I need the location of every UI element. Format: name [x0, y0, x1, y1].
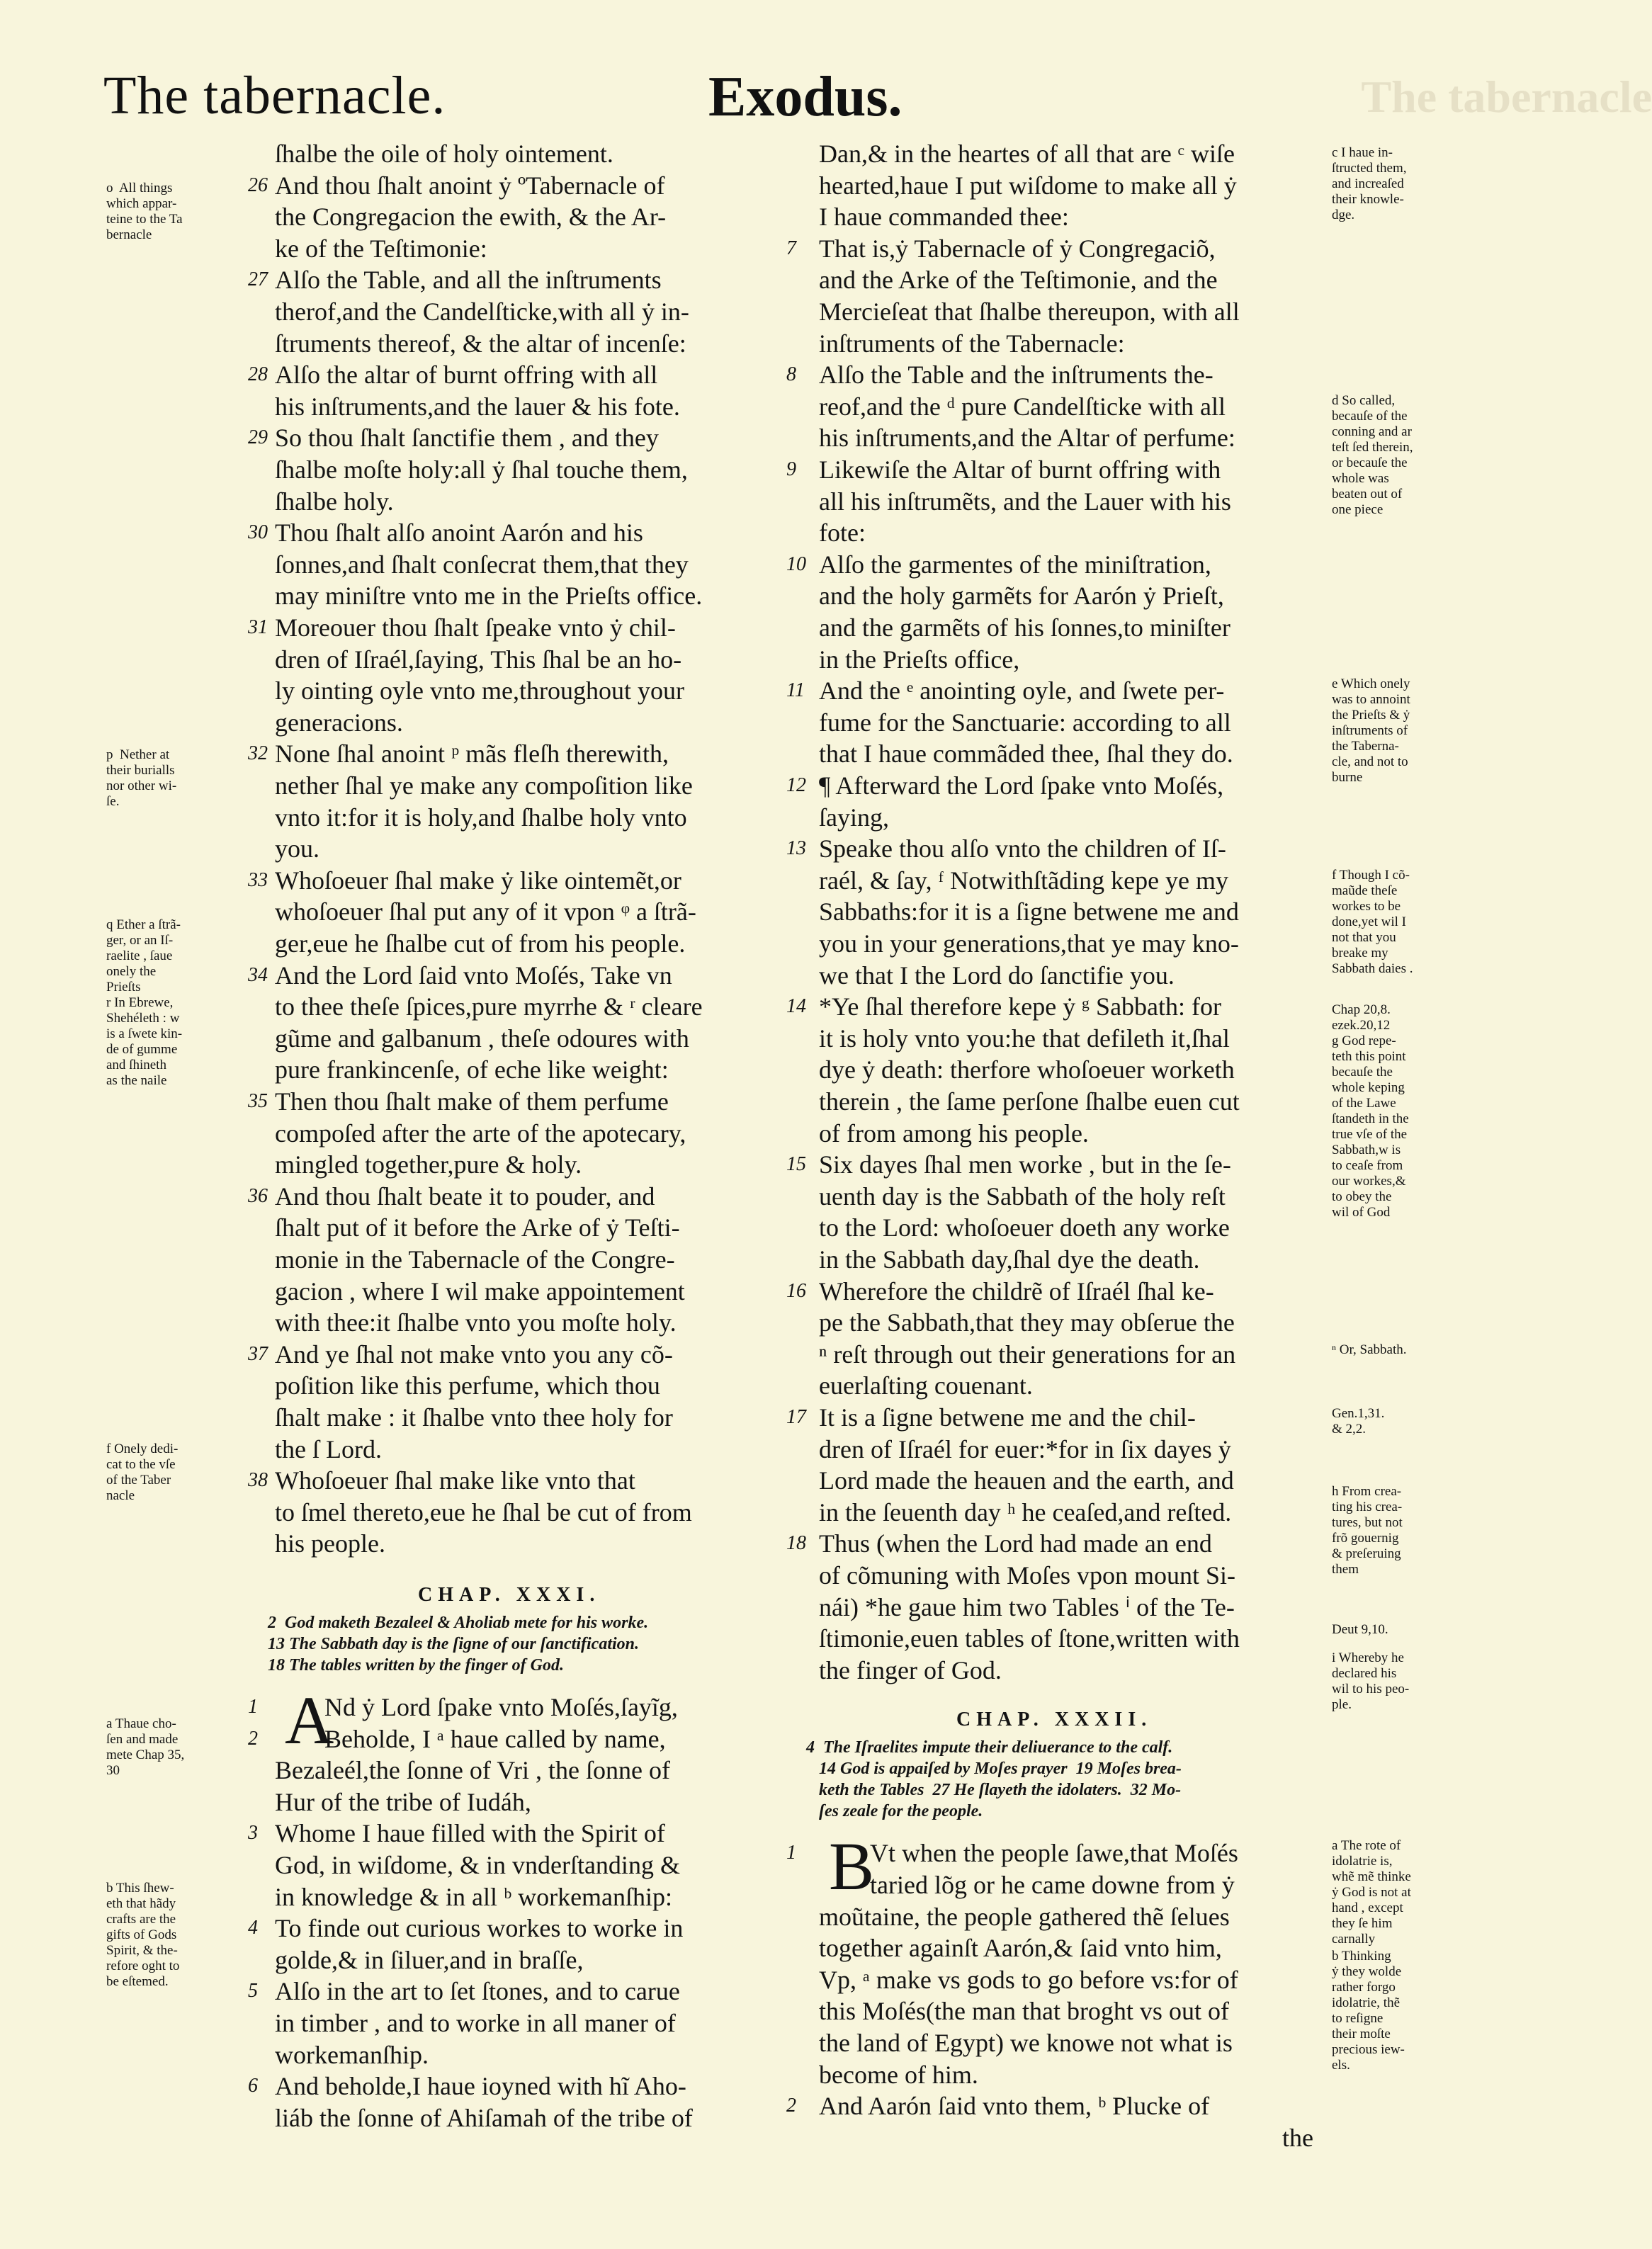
- verse-number: 7: [786, 237, 796, 259]
- verse-number: 26: [248, 174, 268, 196]
- verse-number: 12: [786, 774, 806, 796]
- verse-text: mingled together,pure & holy.: [275, 1150, 582, 1179]
- drop-cap: A: [285, 1682, 334, 1758]
- verse-text: this Moſés(the man that broght vs out of: [819, 1997, 1229, 2026]
- verse-text: the finger of God.: [819, 1655, 1002, 1684]
- margin-note: beaten out of: [1332, 487, 1403, 502]
- verse-text: workemanſhip.: [275, 2040, 429, 2069]
- verse-number: 4: [248, 1917, 258, 1939]
- margin-note: Sabbath daies .: [1332, 961, 1413, 976]
- verse-number: 9: [786, 458, 796, 480]
- verse-text: ſonnes,and ſhalt conſecrat them,that they: [275, 550, 689, 579]
- verse-number: 2: [786, 2095, 796, 2117]
- verse-text: his inſtruments,and the Altar of perfume:: [819, 424, 1235, 453]
- verse-text: ſhalt make : it ſhalbe vnto thee holy for: [275, 1403, 673, 1432]
- margin-note: and increaſed: [1332, 176, 1404, 191]
- drop-cap: B: [829, 1828, 875, 1905]
- verse-text: all his inſtrumẽts, and the Lauer with his: [819, 487, 1231, 516]
- margin-note: & preſeruing: [1332, 1546, 1401, 1561]
- margin-note: tures, but not: [1332, 1515, 1403, 1530]
- verse-text: and the holy garmẽts for Aarón ẏ Prieſt,: [819, 582, 1224, 611]
- margin-note: e Which onely: [1332, 676, 1410, 691]
- margin-note: eth that hãdy: [106, 1896, 176, 1911]
- margin-note: cat to the vſe: [106, 1457, 176, 1472]
- verse-text: It is a ſigne betwene me and the chil-: [819, 1403, 1196, 1432]
- margin-note: of the Taber: [106, 1473, 171, 1488]
- verse-text: pure frankincenſe, of eche like weight:: [275, 1055, 669, 1084]
- verse-text: Likewiſe the Altar of burnt offring with: [819, 455, 1221, 484]
- margin-note: b This ſhew-: [106, 1881, 174, 1896]
- margin-note: mete Chap 35,: [106, 1747, 185, 1762]
- verse-text: in the Sabbath day,ſhal dye the death.: [819, 1245, 1200, 1274]
- margin-note: Gen.1,31.: [1332, 1406, 1385, 1421]
- margin-note: becauſe the: [1332, 1065, 1393, 1080]
- verse-number: 33: [248, 868, 268, 891]
- verse-text: nái) *he gaue him two Tables ⁱ of the Te-: [819, 1592, 1235, 1621]
- verse-number: 35: [248, 1090, 268, 1112]
- margin-note: ẏ God is not at: [1332, 1885, 1411, 1900]
- verse-text: hearted,haue I put wiſdome to make all ẏ: [819, 171, 1237, 200]
- verse-text: euerlaſting couenant.: [819, 1371, 1033, 1400]
- verse-text: pe the Sabbath,that they may obſerue the: [819, 1308, 1235, 1337]
- margin-note: raelite , ſaue: [106, 948, 173, 963]
- verse-text: Bezaleél,the ſonne of Vri , the ſonne of: [275, 1756, 670, 1785]
- verse-text: raél, & ſay, ᶠ Notwithſtãding kepe ye my: [819, 866, 1229, 895]
- chapter-summary: keth the Tables 27 He ſlayeth the idolaters. 32 Mo-: [806, 1781, 1182, 1800]
- verse-text: Mercieſeat that ſhalbe thereupon, with all: [819, 298, 1240, 326]
- verse-text: And the ᵉ anointing oyle, and ſwete per-: [819, 676, 1225, 706]
- verse-number: 8: [786, 363, 796, 386]
- margin-note: teſt ſed therein,: [1332, 440, 1413, 455]
- verse-text: And thou ſhalt anoint ẏ ºTabernacle of: [275, 171, 665, 200]
- margin-note: is a ſwete kin-: [106, 1026, 183, 1041]
- verse-text: together againſt Aarón,& ſaid vnto him,: [819, 1934, 1222, 1963]
- verse-number: 38: [248, 1469, 268, 1492]
- margin-note: onely the: [106, 964, 157, 979]
- chapter-summary: 18 The tables written by the finger of God.: [268, 1656, 564, 1675]
- verse-text: dren of Iſraél for euer:*for in ſix dayes ẏ: [819, 1434, 1231, 1463]
- margin-note: els.: [1332, 2058, 1350, 2073]
- margin-note: Spirit, & the-: [106, 1943, 178, 1958]
- verse-text: Moreouer thou ſhalt ſpeake vnto ẏ chil-: [275, 613, 676, 642]
- bleed-through-ghost-text: The tabernacle: [1361, 72, 1652, 122]
- margin-note: whole keping: [1332, 1080, 1405, 1095]
- margin-note: nor other wi-: [106, 778, 177, 793]
- verse-text: whoſoeuer ſhal put any of it vpon ᵠ a ſtrã-: [275, 897, 696, 927]
- verse-text: of from among his people.: [819, 1118, 1089, 1148]
- margin-note: inſtruments of: [1332, 723, 1408, 738]
- margin-note: or becauſe the: [1332, 455, 1408, 470]
- verse-text: dye ẏ death: therfore whoſoeuer worketh: [819, 1055, 1235, 1084]
- verse-text: ſhalbe moſte holy:all ẏ ſhal touche them,: [275, 455, 688, 484]
- margin-note: ſtandeth in the: [1332, 1111, 1409, 1126]
- verse-text: ke of the Teſtimonie:: [275, 234, 487, 263]
- margin-note: them: [1332, 1562, 1359, 1577]
- margin-note: ẏ they wolde: [1332, 1964, 1402, 1979]
- verse-text: may miniſtre vnto me in the Prieſts office.: [275, 582, 703, 611]
- margin-note: c I haue in-: [1332, 145, 1393, 160]
- margin-note: ger, or an Iſ-: [106, 933, 174, 948]
- verse-number: 30: [248, 521, 268, 544]
- margin-note: was to annoint: [1332, 692, 1410, 707]
- margin-note: ſen and made: [106, 1732, 179, 1747]
- verse-number: 28: [248, 363, 268, 386]
- margin-note: frõ gouernig: [1332, 1531, 1399, 1546]
- verse-text: And Aarón ſaid vnto them, ᵇ Plucke of: [819, 2092, 1210, 2121]
- verse-text: to the Lord: whoſoeuer doeth any worke: [819, 1213, 1230, 1242]
- margin-note: refore oght to: [106, 1959, 180, 1973]
- verse-text: with thee:it ſhalbe vnto you moſte holy.: [275, 1308, 677, 1337]
- margin-note: idolatrie is,: [1332, 1854, 1393, 1869]
- chapter-heading: CHAP. XXXII.: [956, 1709, 1153, 1731]
- margin-note: d So called,: [1332, 393, 1396, 408]
- verse-number: 36: [248, 1184, 268, 1207]
- verse-text: ly ointing oyle vnto me,throughout your: [275, 676, 684, 706]
- verse-text: Hur of the tribe of Iudáh,: [275, 1787, 531, 1816]
- margin-note: teth this point: [1332, 1049, 1406, 1064]
- verse-text: vnto it:for it is holy,and ſhalbe holy vnto: [275, 803, 687, 832]
- margin-note: Prieſts: [106, 980, 141, 995]
- verse-text: Alſo the altar of burnt offring with all: [275, 361, 658, 390]
- verse-number: 34: [248, 963, 268, 986]
- margin-note: ſtructed them,: [1332, 161, 1407, 176]
- margin-note: to reſigne: [1332, 2011, 1384, 2026]
- verse-text: liáb the ſonne of Ahiſamah of the tribe of: [275, 2103, 693, 2132]
- verse-text: you in your generations,that ye may kno-: [819, 929, 1239, 958]
- verse-text: generacions.: [275, 708, 403, 737]
- margin-note: whole was: [1332, 471, 1389, 486]
- verse-number: 27: [248, 268, 268, 291]
- verse-text: nether ſhal ye make any compoſition like: [275, 771, 693, 800]
- margin-note: p Nether at: [106, 747, 170, 762]
- margin-note: q Ether a ſtrã-: [106, 917, 181, 932]
- margin-note: becauſe of the: [1332, 409, 1408, 424]
- verse-number: 2: [248, 1727, 258, 1750]
- verse-text: in the ſeuenth day ʰ he ceaſed,and reſted.: [819, 1497, 1232, 1526]
- margin-note: ple.: [1332, 1697, 1352, 1712]
- verse-number: 1: [786, 1842, 796, 1864]
- margin-note: rather forgo: [1332, 1980, 1396, 1995]
- margin-note: not that you: [1332, 930, 1396, 945]
- margin-note: declared his: [1332, 1666, 1397, 1681]
- verse-text: his inſtruments,and the lauer & his fote.: [275, 392, 680, 421]
- margin-note: Sabbath,w is: [1332, 1143, 1401, 1157]
- margin-note: breake my: [1332, 946, 1388, 961]
- verse-text: ger,eue he ſhalbe cut of from his people.: [275, 929, 686, 958]
- verse-text: Wherefore the childrẽ of Iſraél ſhal ke-: [819, 1276, 1214, 1305]
- verse-text: and the Arke of the Teſtimonie, and the: [819, 266, 1218, 295]
- margin-note: f Onely dedi-: [106, 1441, 179, 1456]
- margin-note: i Whereby he: [1332, 1650, 1404, 1665]
- verse-number: 31: [248, 616, 268, 638]
- verse-text: ſtruments thereof, & the altar of incenſe:: [275, 329, 686, 358]
- verse-text: the ſ Lord.: [275, 1434, 382, 1463]
- verse-text: inſtruments of the Tabernacle:: [819, 329, 1125, 358]
- verse-text: moũtaine, the people gathered thẽ ſelues: [819, 1902, 1230, 1931]
- margin-note: crafts are the: [106, 1912, 176, 1927]
- chapter-heading: CHAP. XXXI.: [418, 1584, 601, 1606]
- verse-text: golde,& in ſiluer,and in braſſe,: [275, 1945, 584, 1974]
- verse-text: Lord made the heauen and the earth, and: [819, 1466, 1234, 1495]
- margin-note: whẽ mẽ thinke: [1332, 1869, 1411, 1884]
- verse-text: Whoſoeuer ſhal make like vnto that: [275, 1466, 635, 1495]
- verse-text: Alſo the Table, and all the inſtruments: [275, 266, 662, 295]
- margin-note: o All things: [106, 181, 173, 196]
- chapter-summary: 13 The Sabbath day is the ſigne of our ſanctification.: [268, 1635, 640, 1653]
- margin-note: the Prieſts & ẏ: [1332, 708, 1410, 723]
- margin-note: h From crea-: [1332, 1484, 1402, 1499]
- verse-text: gacion , where I wil make appointement: [275, 1276, 685, 1305]
- margin-note: bernacle: [106, 227, 152, 242]
- verse-text: Beholde, I ᵃ haue called by name,: [324, 1724, 666, 1753]
- verse-text: reof,and the ᵈ pure Candelſticke with all: [819, 392, 1226, 421]
- margin-note: Chap 20,8.: [1332, 1002, 1391, 1017]
- margin-note: one piece: [1332, 502, 1384, 517]
- verse-text: gũme and galbanum , theſe odoures with: [275, 1024, 689, 1053]
- margin-note: and ſhineth: [106, 1058, 166, 1072]
- margin-note: workes to be: [1332, 899, 1401, 914]
- verse-text: ſhalbe the oile of holy ointement.: [275, 140, 613, 168]
- running-head: The tabernacle.: [103, 66, 446, 125]
- verse-text: and the garmẽts of his ſonnes,to miniſter: [819, 613, 1230, 642]
- verse-text: the Congregacion the ewith, & the Ar-: [275, 203, 667, 232]
- verse-text: we that I the Lord do ſanctifie you.: [819, 961, 1175, 990]
- verse-number: 3: [248, 1822, 258, 1845]
- verse-text: the land of Egypt) we knowe not what is: [819, 2029, 1233, 2057]
- margin-note: f Though I cõ-: [1332, 868, 1410, 883]
- margin-note: wil of God: [1332, 1205, 1391, 1220]
- margin-note: Deut 9,10.: [1332, 1622, 1388, 1637]
- verse-text: Nd ẏ Lord ſpake vnto Moſés,ſayĩg,: [324, 1693, 678, 1721]
- margin-note: our workes,&: [1332, 1174, 1406, 1189]
- margin-note: ezek.20,12: [1332, 1018, 1391, 1033]
- verse-text: I haue commanded thee:: [819, 203, 1069, 232]
- verse-text: God, in wiſdome, & in vnderſtanding &: [275, 1851, 680, 1879]
- verse-text: fote:: [819, 519, 866, 548]
- verse-text: dren of Iſraél,ſaying, This ſhal be an ho-: [275, 645, 682, 674]
- verse-number: 18: [786, 1532, 806, 1555]
- verse-text: therof,and the Candelſticke,with all ẏ in-: [275, 298, 689, 326]
- margin-note: their burialls: [106, 763, 175, 778]
- verse-text: become of him.: [819, 2060, 978, 2089]
- verse-text: ſhalt put of it before the Arke of ẏ Teſti-: [275, 1213, 680, 1242]
- verse-text: So thou ſhalt ſanctifie them , and they: [275, 424, 659, 453]
- verse-text: Alſo the Table and the inſtruments the-: [819, 361, 1213, 390]
- verse-text: ſhalbe holy.: [275, 487, 394, 516]
- margin-note: their moſte: [1332, 2027, 1391, 2041]
- verse-text: Alſo in the art to ſet ſtones, and to carue: [275, 1977, 680, 2006]
- verse-number: 6: [248, 2075, 258, 2097]
- margin-note: dge.: [1332, 208, 1355, 222]
- verse-text: To finde out curious workes to worke in: [275, 1914, 684, 1943]
- margin-note: precious iew-: [1332, 2042, 1405, 2057]
- margin-note: a The rote of: [1332, 1838, 1401, 1853]
- verse-text: ſtimonie,euen tables of ſtone,written with: [819, 1624, 1240, 1653]
- margin-note: cle, and not to: [1332, 754, 1408, 769]
- verse-number: 10: [786, 553, 806, 575]
- verse-text: And beholde,I haue ioyned with hĩ Aho-: [275, 2072, 686, 2101]
- chapter-summary: ſes zeale for the people.: [806, 1802, 983, 1821]
- margin-note: burne: [1332, 770, 1363, 785]
- verse-text: to thee theſe ſpices,pure myrrhe & ʳ cleare: [275, 992, 703, 1021]
- margin-note: g God repe-: [1332, 1033, 1396, 1048]
- verse-text: it is holy vnto you:he that defileth it,ſhal: [819, 1024, 1230, 1053]
- verse-text: compoſed after the arte of the apotecary,: [275, 1118, 686, 1148]
- verse-text: Thou ſhalt alſo anoint Aarón and his: [275, 519, 643, 548]
- chapter-summary: 14 God is appaiſed by Moſes prayer 19 Moſes brea-: [806, 1760, 1182, 1779]
- margin-note: de of gumme: [106, 1042, 178, 1057]
- verse-text: in knowledge & in all ᵇ workemanſhip:: [275, 1882, 673, 1911]
- verse-text: ⁿ reſt through out their generations for an: [819, 1339, 1236, 1369]
- verse-text: of cõmuning with Moſes vpon mount Si-: [819, 1561, 1235, 1590]
- verse-text: Then thou ſhalt make of them perfume: [275, 1087, 669, 1116]
- verse-number: 37: [248, 1342, 268, 1365]
- verse-text: to ſmel thereto,eue he ſhal be cut of from: [275, 1497, 692, 1526]
- verse-number: 32: [248, 742, 268, 765]
- margin-note: & 2,2.: [1332, 1422, 1367, 1437]
- margin-note: 30: [106, 1763, 120, 1778]
- verse-text: ſaying,: [819, 803, 889, 832]
- margin-note: hand , except: [1332, 1900, 1403, 1915]
- margin-note: b Thinking: [1332, 1949, 1391, 1964]
- verse-number: 16: [786, 1279, 806, 1302]
- margin-note: as the naile: [106, 1073, 167, 1088]
- verse-text: And ye ſhal not make vnto you any cõ-: [275, 1339, 673, 1369]
- verse-text: that I haue commãded thee, ſhal they do.: [819, 740, 1233, 769]
- verse-text: And thou ſhalt beate it to pouder, and: [275, 1182, 655, 1211]
- margin-note: carnally: [1332, 1932, 1376, 1947]
- verse-text: And the Lord ſaid vnto Moſés, Take vn: [275, 961, 672, 990]
- margin-note: which appar-: [106, 196, 177, 211]
- margin-note: Shehéleth : w: [106, 1011, 180, 1026]
- verse-text: uenth day is the Sabbath of the holy reſt: [819, 1182, 1226, 1211]
- margin-note: wil to his peo-: [1332, 1682, 1410, 1696]
- margin-note: ſe.: [106, 794, 120, 809]
- verse-number: 15: [786, 1153, 806, 1176]
- verse-text: That is,ẏ Tabernacle of ẏ Congregaciõ,: [819, 234, 1216, 263]
- margin-note: true vſe of the: [1332, 1127, 1408, 1142]
- margin-note: nacle: [106, 1488, 135, 1503]
- chapter-summary: 2 God maketh Bezaleel & Aholiab mete for his worke.: [268, 1614, 649, 1632]
- margin-note: r In Ebrewe,: [106, 995, 174, 1010]
- verse-text: monie in the Tabernacle of the Congre-: [275, 1245, 675, 1274]
- verse-number: 29: [248, 426, 268, 449]
- margin-note: conning and ar: [1332, 424, 1412, 439]
- verse-text: taried lõg or he came downe from ẏ: [870, 1871, 1235, 1899]
- margin-note: maũde theſe: [1332, 883, 1398, 898]
- margin-note: a Thaue cho-: [106, 1716, 176, 1731]
- margin-note: of the Lawe: [1332, 1096, 1396, 1111]
- margin-note: they ſe him: [1332, 1916, 1393, 1931]
- verse-text: you.: [275, 834, 319, 863]
- verse-text: Six dayes ſhal men worke , but in the ſe-: [819, 1150, 1231, 1179]
- margin-note: done,yet wil I: [1332, 914, 1407, 929]
- margin-note: their knowle-: [1332, 192, 1404, 207]
- verse-number: 11: [786, 679, 805, 702]
- verse-text: Dan,& in the heartes of all that are ᶜ wiſe: [819, 140, 1235, 168]
- verse-text: None ſhal anoint ᵖ mãs fleſh therewith,: [275, 740, 669, 769]
- verse-number: 14: [786, 995, 806, 1018]
- margin-note: gifts of Gods: [106, 1927, 177, 1942]
- verse-text: fume for the Sanctuarie: according to all: [819, 708, 1231, 737]
- margin-note: teine to the Ta: [106, 212, 183, 227]
- verse-text: therein , the ſame perſone ſhalbe euen cut: [819, 1087, 1240, 1116]
- catchword: the: [1282, 2123, 1313, 2152]
- verse-number: 13: [786, 837, 806, 860]
- verse-text: Vp, ᵃ make vs gods to go before vs:for of: [819, 1965, 1238, 1994]
- verse-text: Sabbaths:for it is a ſigne betwene me and: [819, 897, 1239, 927]
- margin-note: idolatrie, thẽ: [1332, 1995, 1401, 2010]
- verse-number: 5: [248, 1980, 258, 2002]
- verse-number: 17: [786, 1406, 806, 1428]
- margin-note: ⁿ Or, Sabbath.: [1332, 1342, 1407, 1357]
- chapter-summary: 4 The Iſraelites impute their deliuerance to the calf.: [806, 1738, 1173, 1757]
- verse-text: Whome I haue filled with the Spirit of: [275, 1819, 665, 1848]
- verse-text: poſition like this perfume, which thou: [275, 1371, 660, 1400]
- verse-text: in timber , and to worke in all maner of: [275, 2009, 676, 2037]
- verse-text: Vt when the people ſawe,that Moſés: [870, 1839, 1238, 1868]
- verse-text: Alſo the garmentes of the miniſtration,: [819, 550, 1211, 579]
- margin-note: to ceaſe from: [1332, 1158, 1403, 1173]
- verse-text: in the Prieſts office,: [819, 645, 1020, 674]
- verse-text: Thus (when the Lord had made an end: [819, 1529, 1212, 1558]
- verse-number: 1: [248, 1696, 258, 1718]
- verse-text: *Ye ſhal therefore kepe ẏ ᵍ Sabbath: for: [819, 992, 1222, 1021]
- verse-text: his people.: [275, 1529, 385, 1558]
- margin-note: be eſtemed.: [106, 1974, 169, 1989]
- book-title: Exodus.: [708, 66, 903, 128]
- verse-text: ¶ Afterward the Lord ſpake vnto Moſés,: [819, 771, 1224, 800]
- margin-note: the Taberna-: [1332, 739, 1399, 754]
- margin-note: ting his crea-: [1332, 1500, 1403, 1514]
- verse-text: Whoſoeuer ſhal make ẏ like ointemẽt,or: [275, 866, 681, 895]
- verse-text: Speake thou alſo vnto the children of Iſ-: [819, 834, 1226, 863]
- margin-note: to obey the: [1332, 1189, 1392, 1204]
